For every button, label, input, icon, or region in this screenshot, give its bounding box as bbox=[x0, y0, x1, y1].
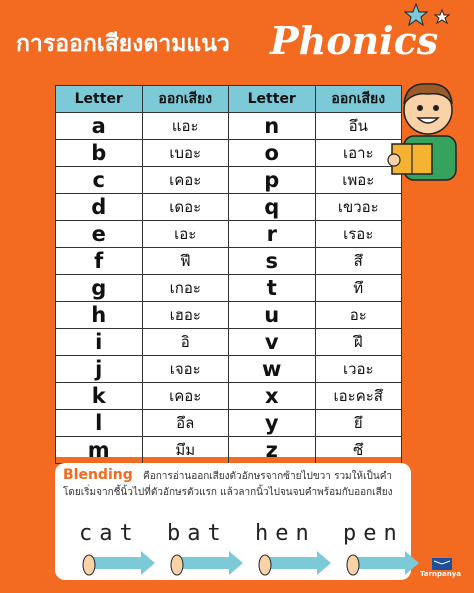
brand-logo bbox=[420, 556, 464, 582]
sound-cell: เอะคะสึ bbox=[315, 383, 402, 410]
sound-cell: เอะ bbox=[142, 221, 229, 248]
header-sound-right: ออกเสียง bbox=[315, 86, 402, 113]
letter-cell: j bbox=[56, 356, 143, 383]
letter-cell: r bbox=[229, 221, 316, 248]
sound-cell: เอาะ bbox=[315, 140, 402, 167]
letter-cell: i bbox=[56, 329, 143, 356]
blending-description-1: คือการอ่านออกเสียงตัวอักษรจากซ้ายไปขวา รวมให้เป็นคำ bbox=[143, 471, 393, 482]
sound-cell: เดอะ bbox=[142, 194, 229, 221]
sound-cell: ซึ bbox=[315, 437, 402, 464]
book-logo-icon bbox=[420, 557, 464, 571]
letter-cell: h bbox=[56, 302, 143, 329]
letter-cell: u bbox=[229, 302, 316, 329]
letter-cell: l bbox=[56, 410, 143, 437]
header-sound-left: ออกเสียง bbox=[142, 86, 229, 113]
table-row bbox=[56, 248, 402, 275]
letter-cell: v bbox=[229, 329, 316, 356]
finger-arrow-icon bbox=[79, 543, 159, 577]
letter-cell: t bbox=[229, 275, 316, 302]
sound-cell: เคอะ bbox=[142, 383, 229, 410]
blend-word-text: pen bbox=[343, 521, 404, 546]
letter-cell: x bbox=[229, 383, 316, 410]
table-row bbox=[56, 113, 402, 140]
sound-cell: มึม bbox=[142, 437, 229, 464]
blending-description-2: โดยเริ่มจากชี้นิ้วไปที่ตัวอักษรตัวแรก แล้วลากนิ้วไปจนจบคำพร้อมกับออกเสียง bbox=[63, 487, 393, 498]
table-row bbox=[56, 140, 402, 167]
sound-cell: เขวอะ bbox=[315, 194, 402, 221]
letter-cell: z bbox=[229, 437, 316, 464]
sound-cell: เจอะ bbox=[142, 356, 229, 383]
sound-cell: ยึ bbox=[315, 410, 402, 437]
sound-cell: ฟึ bbox=[142, 248, 229, 275]
letter-cell: c bbox=[56, 167, 143, 194]
sound-cell: อึล bbox=[142, 410, 229, 437]
letter-cell: n bbox=[229, 113, 316, 140]
table-row bbox=[56, 329, 402, 356]
blend-word-text: hen bbox=[255, 521, 316, 546]
sound-cell: เบอะ bbox=[142, 140, 229, 167]
header-letter-right: Letter bbox=[229, 86, 316, 113]
sound-cell: เรอะ bbox=[315, 221, 402, 248]
sound-cell: เคอะ bbox=[142, 167, 229, 194]
table-row bbox=[56, 302, 402, 329]
sound-cell: สึ bbox=[315, 248, 402, 275]
sound-cell: เวอะ bbox=[315, 356, 402, 383]
header-letter-left: Letter bbox=[56, 86, 143, 113]
stars-icon bbox=[404, 2, 454, 32]
blending-section bbox=[55, 463, 411, 580]
letter-cell: b bbox=[56, 140, 143, 167]
poster-header bbox=[0, 0, 474, 78]
sound-cell: เกอะ bbox=[142, 275, 229, 302]
sound-cell: เพอะ bbox=[315, 167, 402, 194]
sound-cell: อะ bbox=[315, 302, 402, 329]
table-row bbox=[56, 167, 402, 194]
table-row bbox=[56, 410, 402, 437]
letter-cell: a bbox=[56, 113, 143, 140]
blend-word-hen bbox=[255, 521, 335, 577]
blend-word-bat bbox=[167, 521, 247, 577]
phonics-table bbox=[55, 85, 402, 462]
finger-arrow-icon bbox=[343, 543, 423, 577]
blending-title: Blending bbox=[63, 467, 133, 483]
table-row bbox=[56, 383, 402, 410]
blend-word-text: cat bbox=[79, 521, 140, 546]
letter-cell: m bbox=[56, 437, 143, 464]
title-phonics: Phonics bbox=[270, 18, 439, 63]
blend-word-cat bbox=[79, 521, 159, 577]
sound-cell: แอะ bbox=[142, 113, 229, 140]
finger-arrow-icon bbox=[167, 543, 247, 577]
letter-cell: s bbox=[229, 248, 316, 275]
letter-cell: o bbox=[229, 140, 316, 167]
sound-cell: ทึ bbox=[315, 275, 402, 302]
letter-cell: w bbox=[229, 356, 316, 383]
sound-cell: อิ bbox=[142, 329, 229, 356]
letter-cell: e bbox=[56, 221, 143, 248]
blend-word-pen bbox=[343, 521, 423, 577]
title-thai: การออกเสียงตามแนว bbox=[16, 31, 230, 57]
letter-cell: g bbox=[56, 275, 143, 302]
letter-cell: q bbox=[229, 194, 316, 221]
reading-boy-illustration bbox=[384, 74, 468, 192]
finger-arrow-icon bbox=[255, 543, 335, 577]
letter-cell: f bbox=[56, 248, 143, 275]
sound-cell: อึน bbox=[315, 113, 402, 140]
brand-name: Tarnpanya bbox=[420, 570, 462, 578]
table-row bbox=[56, 194, 402, 221]
sound-cell: ฝึ bbox=[315, 329, 402, 356]
table-row bbox=[56, 356, 402, 383]
letter-cell: y bbox=[229, 410, 316, 437]
blend-word-text: bat bbox=[167, 521, 228, 546]
letter-cell: d bbox=[56, 194, 143, 221]
letter-cell: k bbox=[56, 383, 143, 410]
table-row bbox=[56, 437, 402, 464]
letter-cell: p bbox=[229, 167, 316, 194]
table-row bbox=[56, 275, 402, 302]
sound-cell: เฮอะ bbox=[142, 302, 229, 329]
table-row bbox=[56, 221, 402, 248]
